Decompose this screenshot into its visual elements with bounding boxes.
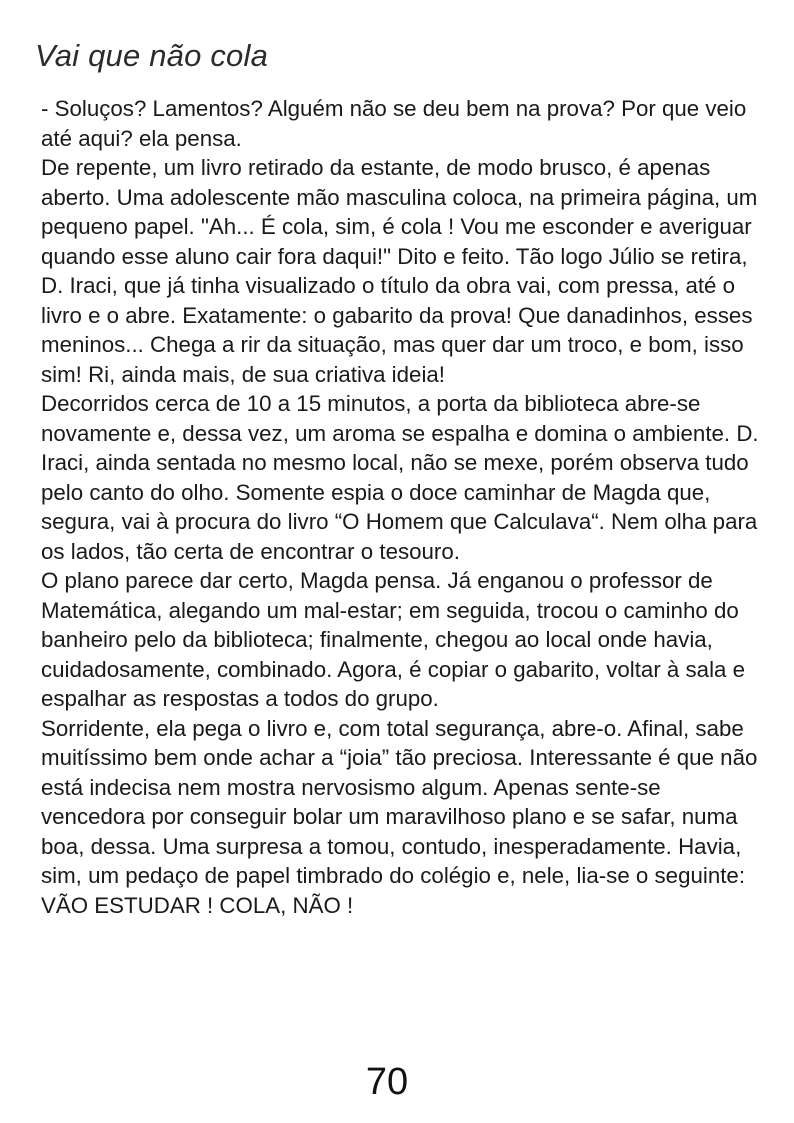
page-number: 70: [365, 1061, 409, 1103]
paragraph: Decorridos cerca de 10 a 15 minutos, a porta da biblioteca abre-se novamente e, dessa vez, um aroma se espalha e domina o ambiente. D. Iraci, ainda sentada no mesmo local, não se mexe, porém observa tudo pelo canto do olho. Somente espia o doce caminhar de Magda que, segura, vai à procura do livro “O Homem que Calculava“. Nem olha para os lados, tão certa de encontrar o tesouro.: [41, 391, 759, 564]
body-text: [41, 94, 761, 920]
paragraph: - Soluços? Lamentos? Alguém não se deu bem na prova? Por que veio até aqui? ela pensa.: [41, 96, 747, 151]
paragraph: De repente, um livro retirado da estante, de modo brusco, é apenas aberto. Uma adolescente mão masculina coloca, na primeira página, um pequeno papel. "Ah... É cola, sim, é cola ! Vou me esconder e averiguar quando esse aluno cair fora daqui!" Dito e feito. Tão logo Júlio se retira, D. Iraci, que já tinha visualizado o título da obra vai, com pressa, até o livro e o abre. Exatamente: o gabarito da prova! Que danadinhos, esses meninos... Chega a rir da situação, mas quer dar um troco, e bom, isso sim! Ri, ainda mais, de sua criativa ideia!: [41, 155, 758, 387]
chapter-title: Vai que não cola: [35, 38, 269, 73]
paragraph: Sorridente, ela pega o livro e, com total segurança, abre-o. Afinal, sabe muitíssimo bem onde achar a “joia” tão preciosa. Interessante é que não está indecisa nem mostra nervosismo algum. Apenas sente-se vencedora por conseguir bolar um maravilhoso plano e se safar, numa boa, dessa. Uma surpresa a tomou, contudo, inesperadamente. Havia, sim, um pedaço de papel timbrado do colégio e, nele, lia-se o seguinte:: [41, 715, 758, 888]
paragraph: O plano parece dar certo, Magda pensa. Já enganou o professor de Matemática, alegando um mal-estar; em seguida, trocou o caminho do banheiro pelo da biblioteca; finalmente, chegou ao local onde havia, cuidadosamente, combinado. Agora, é copiar o gabarito, voltar à sala e espalhar as respostas a todos do grupo.: [41, 568, 746, 711]
closing-line: VÃO ESTUDAR ! COLA, NÃO !: [41, 892, 354, 918]
